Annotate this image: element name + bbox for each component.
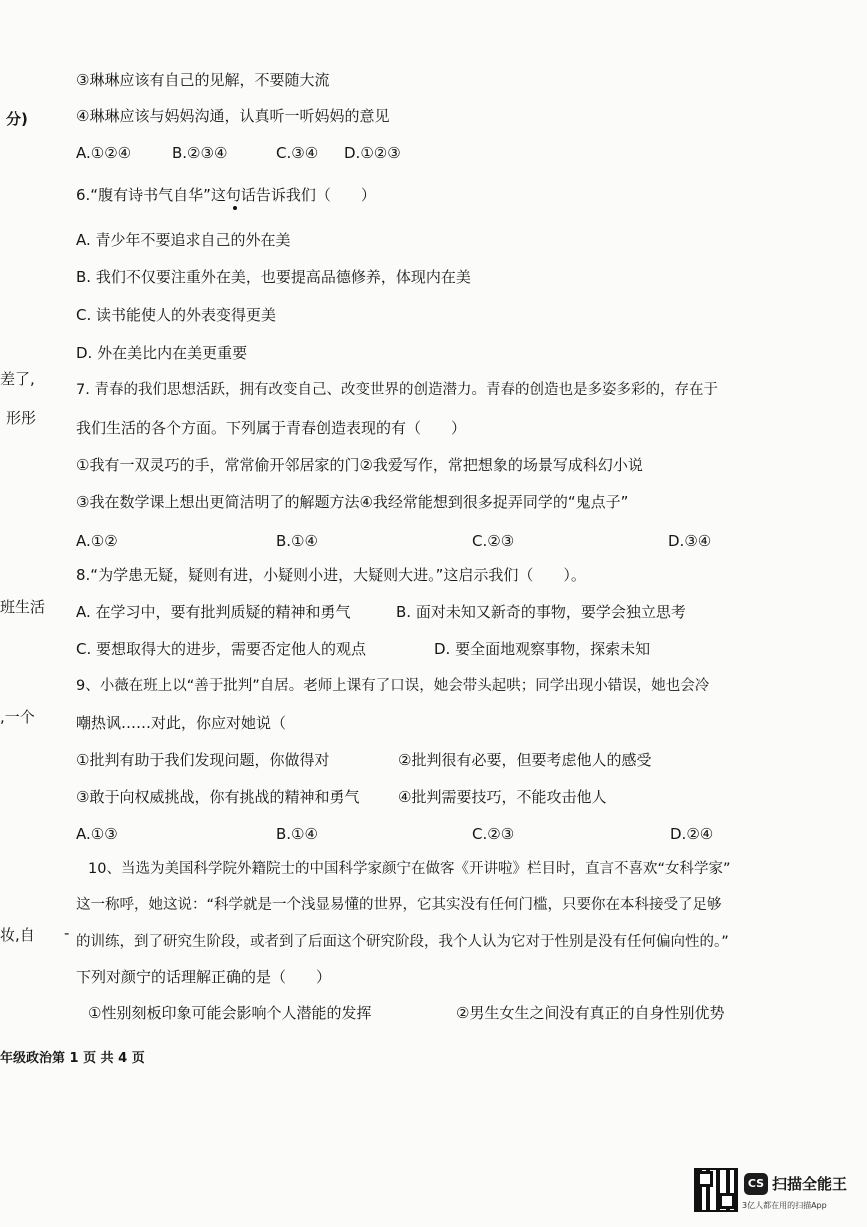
q7-stem-2: 我们生活的各个方面。下列属于青春创造表现的有（ ） xyxy=(76,419,467,437)
q7-statements-1-2: ①我有一双灵巧的手，常常偷开邻居家的门②我爱写作，常把想象的场景写成科幻小说 xyxy=(76,456,643,474)
q6-option-a: A. 青少年不要追求自己的外在美 xyxy=(76,231,291,249)
q9-statement-1: ①批判有助于我们发现问题，你做得对 xyxy=(76,751,330,769)
q9-stem-2: 嘲热讽……对此，你应对她说（ xyxy=(76,714,287,732)
q5-statement-3: ③琳琳应该有自己的见解，不要随大流 xyxy=(76,71,330,89)
page-footer: 年级政治第 1 页 共 4 页 xyxy=(0,1051,145,1066)
q7-options xyxy=(76,531,711,551)
q9-options xyxy=(76,824,713,844)
q10-stem-4: 下列对颜宁的话理解正确的是（ ） xyxy=(76,968,332,986)
q8-options-ab xyxy=(76,602,686,622)
camscanner-logo: CS xyxy=(744,1173,768,1195)
q9-statements-1-2 xyxy=(76,750,651,770)
margin-fragment: 分) xyxy=(6,110,28,128)
margin-fragment: 差了, xyxy=(0,370,35,388)
q6-stem: 6.“腹有诗书气自华”这句话告诉我们（ ） xyxy=(76,186,376,204)
q7-option-b: B.①④ xyxy=(276,532,318,550)
margin-fragment: 妆,自 xyxy=(0,926,35,944)
q8-option-d: D. 要全面地观察事物，探索未知 xyxy=(434,640,651,658)
q8-options-cd xyxy=(76,639,650,659)
q5-option-c: C.③④ xyxy=(276,144,319,162)
scanner-tagline: 3亿人都在用的扫描App xyxy=(742,1201,827,1210)
q5-options xyxy=(76,143,401,163)
q9-option-d: D.②④ xyxy=(670,825,714,843)
q10-stem-2: 这一称呼，她这说：“科学就是一个浅显易懂的世界，它其实没有任何门槛，只要你在本科接受了足够 xyxy=(76,897,722,913)
q10-stem-3: 的训练，到了研究生阶段，或者到了后面这个研究阶段，我个人认为它对于性别是没有任何偏向性的。” xyxy=(76,934,729,950)
q9-option-a: A.①③ xyxy=(76,825,118,843)
q7-option-a: A.①② xyxy=(76,532,118,550)
scanner-app-name: 扫描全能王 xyxy=(772,1175,848,1193)
margin-fragment: - xyxy=(64,924,70,942)
q9-statement-4: ④批判需要技巧，不能攻击他人 xyxy=(398,788,607,806)
q5-option-a: A.①②④ xyxy=(76,144,132,162)
margin-fragment: 班生活 xyxy=(0,598,46,616)
q9-statement-3: ③敢于向权威挑战，你有挑战的精神和勇气 xyxy=(76,788,360,806)
q10-statements xyxy=(88,1003,724,1023)
q9-statements-3-4 xyxy=(76,787,606,807)
q8-option-a: A. 在学习中，要有批判质疑的精神和勇气 xyxy=(76,603,351,621)
q10-statement-2: ②男生女生之间没有真正的自身性别优势 xyxy=(456,1004,725,1022)
q10-stem-1: 10、当选为美国科学院外籍院士的中国科学家颜宁在做客《开讲啦》栏目时，直言不喜欢“女科学家” xyxy=(88,861,731,877)
q9-stem-1: 9、小薇在班上以“善于批判”自居。老师上课有了口误，她会带头起哄；同学出现小错误，她也会冷 xyxy=(76,678,710,694)
q6-option-b: B. 我们不仅要注重外在美，也要提高品德修养，体现内在美 xyxy=(76,268,471,286)
margin-fragment: 形彤 xyxy=(6,409,37,427)
emphasis-dot xyxy=(233,206,237,210)
q7-stem-1: 7. 青春的我们思想活跃，拥有改变自己、改变世界的创造潜力。青春的创造也是多姿多彩的，存在于 xyxy=(76,382,718,398)
q8-option-c: C. 要想取得大的进步，需要否定他人的观点 xyxy=(76,640,367,658)
q8-stem: 8.“为学患无疑，疑则有进，小疑则小进，大疑则大进。”这启示我们（ ）。 xyxy=(76,566,586,584)
q9-statement-2: ②批判很有必要，但要考虑他人的感受 xyxy=(398,751,652,769)
q9-option-b: B.①④ xyxy=(276,825,318,843)
q6-option-d: D. 外在美比内在美更重要 xyxy=(76,344,248,362)
q9-option-c: C.②③ xyxy=(472,825,515,843)
qr-code xyxy=(694,1168,738,1212)
q7-option-d: D.③④ xyxy=(668,532,712,550)
q5-option-d: D.①②③ xyxy=(344,144,401,162)
q7-statements-3-4: ③我在数学课上想出更简洁明了的解题方法④我经常能想到很多捉弄同学的“鬼点子” xyxy=(76,493,629,511)
q8-option-b: B. 面对未知又新奇的事物，要学会独立思考 xyxy=(396,603,686,621)
q10-statement-1: ①性别刻板印象可能会影响个人潜能的发挥 xyxy=(88,1004,372,1022)
q6-option-c: C. 读书能使人的外表变得更美 xyxy=(76,306,277,324)
q7-option-c: C.②③ xyxy=(472,532,515,550)
q5-option-b: B.②③④ xyxy=(172,144,228,162)
q5-statement-4: ④琳琳应该与妈妈沟通，认真听一听妈妈的意见 xyxy=(76,107,390,125)
margin-fragment: ,一个 xyxy=(0,708,35,726)
